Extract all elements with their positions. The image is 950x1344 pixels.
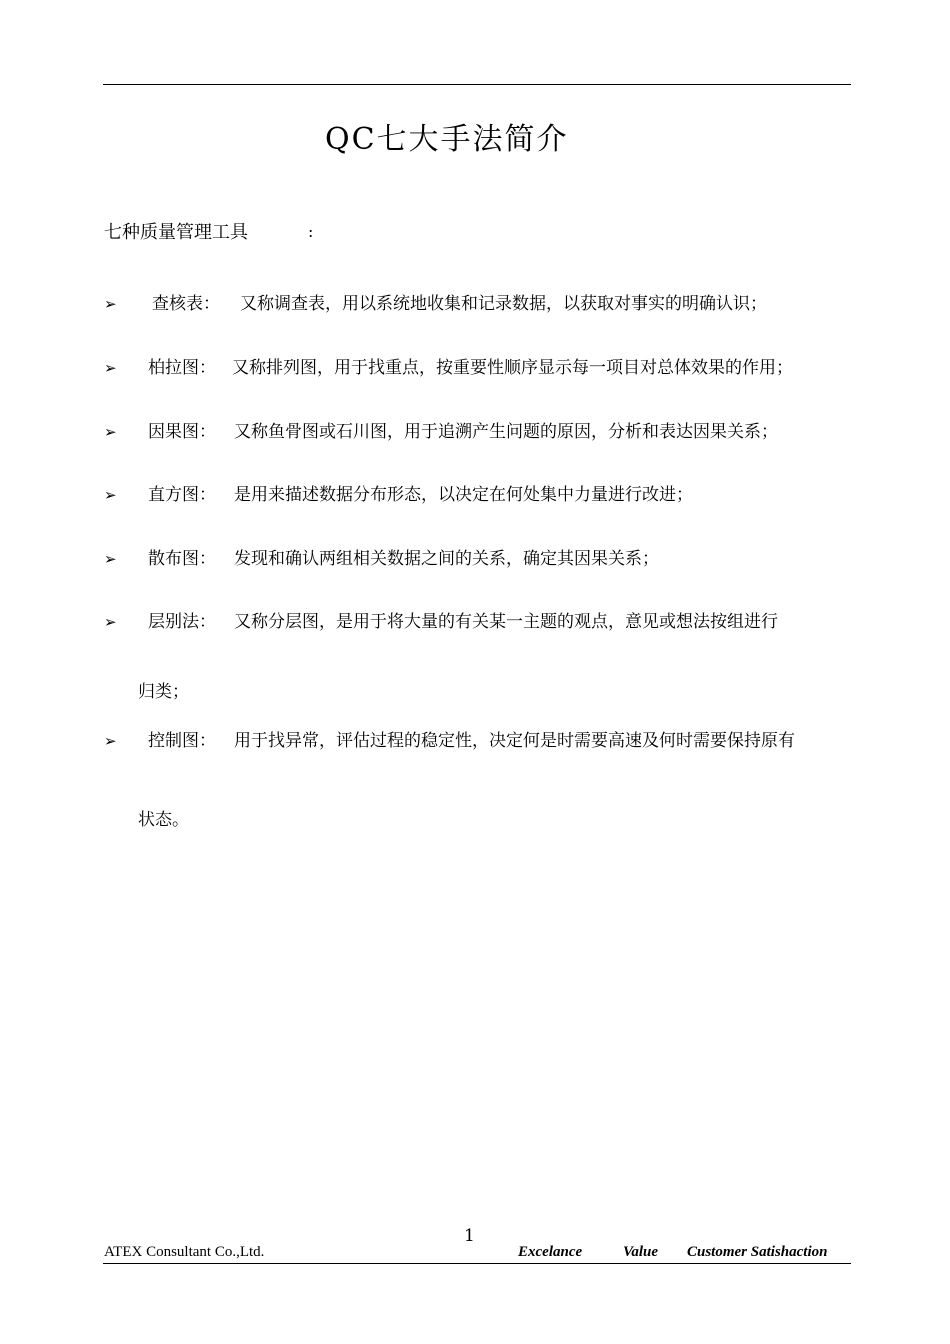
tool-term: 查核表： bbox=[152, 294, 220, 314]
arrow-bullet-icon: ➢ bbox=[104, 732, 117, 750]
footer-company: ATEX Consultant Co.,Ltd. bbox=[104, 1244, 265, 1260]
arrow-bullet-icon: ➢ bbox=[104, 613, 117, 631]
arrow-bullet-icon: ➢ bbox=[104, 423, 117, 441]
tool-term: 柏拉图： bbox=[148, 358, 216, 378]
footer-rule bbox=[103, 1263, 851, 1264]
tool-description: 用于找异常，评估过程的稳定性，决定何是时需要高速及何时需要保持原有 bbox=[234, 731, 795, 751]
tool-term: 因果图： bbox=[148, 422, 216, 442]
tool-description: 又称排列图，用于找重点，按重要性顺序显示每一项目对总体效果的作用； bbox=[232, 358, 793, 378]
footer-slogan-excellence: Excelance bbox=[518, 1244, 583, 1260]
tool-description: 又称调查表，用以系统地收集和记录数据，以获取对事实的明确认识； bbox=[240, 294, 767, 314]
page-number: 1 bbox=[464, 1226, 475, 1246]
tool-term: 控制图： bbox=[148, 731, 216, 751]
page-title: QC七大手法简介 bbox=[325, 122, 569, 157]
footer-slogan-customer: Customer Satishaction bbox=[687, 1244, 828, 1260]
tool-description: 又称分层图，是用于将大量的有关某一主题的观点，意见或想法按组进行 bbox=[234, 612, 778, 632]
footer-slogan-value: Value bbox=[623, 1244, 659, 1260]
tool-term: 层别法： bbox=[148, 612, 216, 632]
arrow-bullet-icon: ➢ bbox=[104, 295, 117, 313]
tool-description: 又称鱼骨图或石川图，用于追溯产生问题的原因，分析和表达因果关系； bbox=[234, 422, 778, 442]
tool-description: 是用来描述数据分布形态，以决定在何处集中力量进行改进； bbox=[234, 485, 693, 505]
arrow-bullet-icon: ➢ bbox=[104, 550, 117, 568]
tool-term: 散布图： bbox=[148, 549, 216, 569]
section-heading: 七种质量管理工具 bbox=[104, 222, 248, 243]
section-heading-mark: : bbox=[308, 222, 314, 241]
header-rule bbox=[103, 84, 851, 85]
tool-description: 发现和确认两组相关数据之间的关系，确定其因果关系； bbox=[234, 549, 659, 569]
tool-term: 直方图： bbox=[148, 485, 216, 505]
arrow-bullet-icon: ➢ bbox=[104, 486, 117, 504]
tool-description-continuation: 状态。 bbox=[138, 810, 189, 830]
arrow-bullet-icon: ➢ bbox=[104, 359, 117, 377]
tool-description-continuation: 归类； bbox=[138, 682, 189, 702]
